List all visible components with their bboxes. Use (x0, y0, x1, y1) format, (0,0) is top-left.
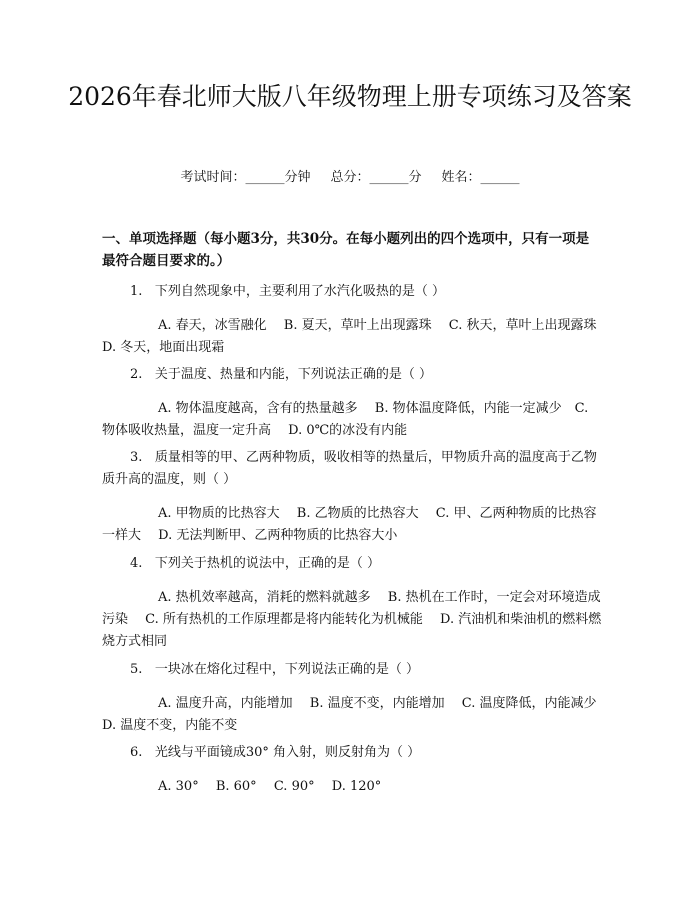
question-number: 2. (130, 367, 143, 382)
question-options: A. 热机效率越高，消耗的燃料就越多 B. 热机在工作时，一定会对环境造成污染 C. 所有热机的工作原理都是将内能转化为机械能 D. 汽油机和柴油机的燃料燃烧方式相同 (102, 590, 602, 649)
question-number: 3. (130, 450, 143, 465)
question-options: A. 春天，冰雪融化 B. 夏天，草叶上出现露珠 C. 秋天，草叶上出现露珠 D. 冬天，地面出现霜 (102, 318, 614, 355)
question-stem: 3. 质量相等的甲、乙两种物质，吸收相等的热量后，甲物质升高的温度高于乙物质升高的温度，则（ ） (102, 450, 597, 487)
total-score-label: 总分：______分 (330, 170, 422, 185)
section-heading: 一、单项选择题（每小题3分，共30分。在每小题列出的四个选项中，只有一项是最符合题目要求的。） (102, 231, 590, 269)
question-6 (102, 742, 602, 798)
question-4 (102, 553, 602, 653)
question-number: 4. (130, 556, 143, 571)
question-options: A. 物体温度越高，含有的热量越多 B. 物体温度降低，内能一定减少 C. 物体吸收热量，温度一定升高 D. 0℃的冰没有内能 (102, 401, 589, 438)
question-stem: 6. 光线与平面镜成30° 角入射，则反射角为（ ） (130, 745, 421, 760)
page-title: 2026年春北师大版八年级物理上册专项练习及答案 (68, 82, 632, 111)
question-options: A. 30° B. 60° C. 90° D. 120° (158, 779, 382, 794)
question-2 (102, 364, 602, 442)
question-stem: 1. 下列自然现象中，主要利用了水汽化吸热的是（ ） (130, 284, 445, 299)
question-stem: 5. 一块冰在熔化过程中，下列说法正确的是（ ） (130, 662, 419, 677)
question-1 (102, 281, 614, 359)
question-stem: 2. 关于温度、热量和内能，下列说法正确的是（ ） (130, 367, 432, 382)
exam-meta (0, 168, 700, 188)
student-name-label: 姓名：______ (441, 170, 520, 185)
question-options: A. 温度升高，内能增加 B. 温度不变，内能增加 C. 温度降低，内能减少 D. 温度不变，内能不变 (102, 696, 614, 733)
question-number: 6. (130, 745, 143, 760)
question-number: 1. (130, 284, 143, 299)
question-number: 5. (130, 662, 143, 677)
question-5 (102, 659, 614, 737)
question-3 (102, 447, 602, 547)
question-options: A. 甲物质的比热容大 B. 乙物质的比热容大 C. 甲、乙两种物质的比热容一样大 D. 无法判断甲、乙两种物质的比热容大小 (102, 506, 597, 543)
exam-time-label: 考试时间：______分钟 (180, 170, 311, 185)
question-stem: 4. 下列关于热机的说法中，正确的是（ ） (130, 556, 380, 571)
